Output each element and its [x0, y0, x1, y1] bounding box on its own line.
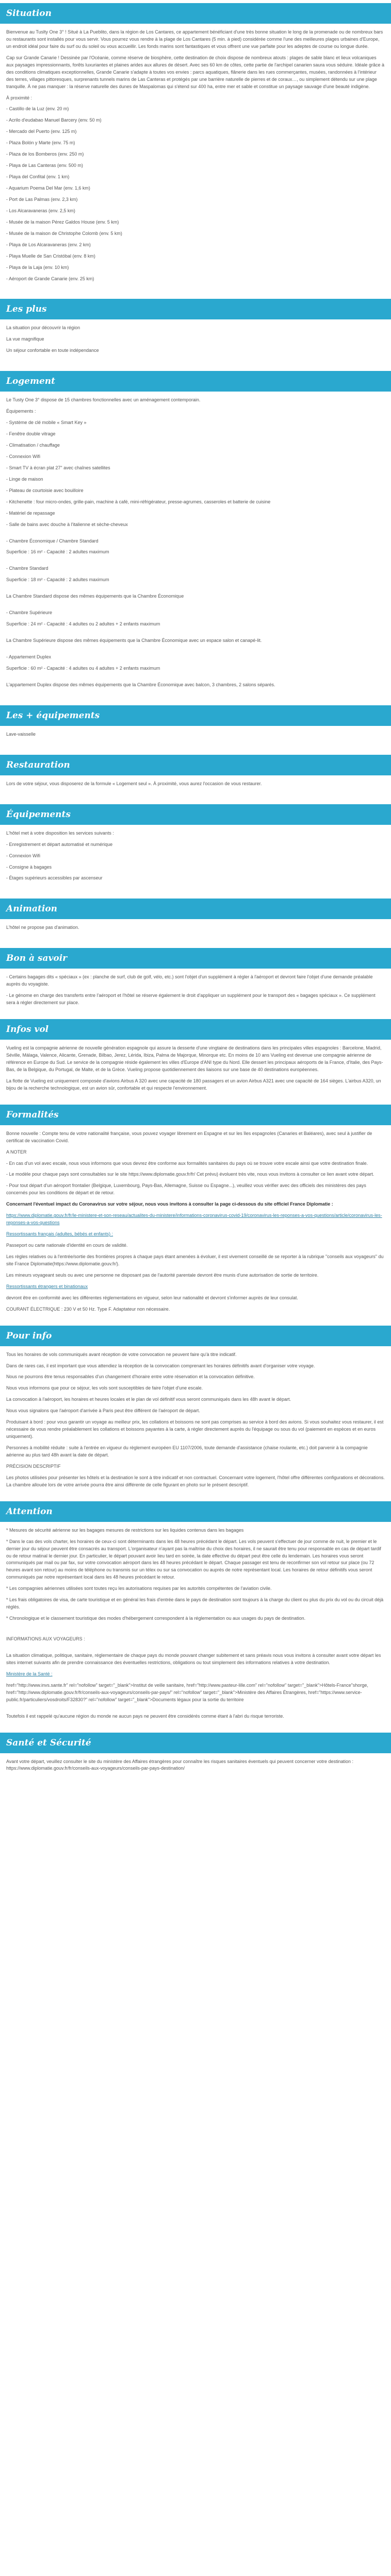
formalites-intro: Bonne nouvelle : Compte tenu de votre nationalité française, vous pouvez voyager librement en Espagne et sur les îles espagnoles (Canaries et Baléares), avec seul à justifier de certificat de vaccination Covid.: [6, 1130, 372, 1143]
nearby-item: - Playa Muelle de San Cristóbal (env. 8 km): [6, 253, 95, 259]
formalites-content: [0, 1130, 391, 1313]
logement-intro: Le Tusty One 3° dispose de 15 chambres fonctionnelles avec un aménagement contemporain.: [6, 397, 201, 403]
equipment-item: - Linge de maison: [6, 476, 43, 482]
resident-title[interactable]: Ressortissants français (adultes, bébés et enfants) :: [6, 1231, 113, 1237]
section-header-plus: Les plus: [0, 299, 391, 319]
equipment-title: Équipements :: [6, 409, 36, 414]
travelers-info-title: INFORMATIONS AUX VOYAGEURS :: [6, 1636, 85, 1641]
ministere-text: href="http://www.invs.sante.fr" rel="nofollow" target="_blank">Institut de veille sanitaire, href="http://www.pasteur-lille.com" rel="nofollow" target="_blank">Hôtels-France"shorge, href="http://www.diplomatie.gouv.fr/fr/conseils-aux-voyageurs/conseils-par-pays/" rel="nofollow" target="_blank">Ministère des Affaires Étrangères, href="https://www.service-public.fr/particuliers/vosdroits/F32830?" rel="nofollow" target="_blank">Documents légaux pour la sortie du territoire: [6, 1682, 368, 1702]
animation-content: [0, 924, 391, 931]
equipements-intro: L'hôtel met à votre disposition les services suivants :: [6, 830, 114, 836]
nearby-item: - Plaza de los Bomberos (env. 250 m): [6, 151, 84, 157]
section-header-infos-vol: Infos vol: [0, 1019, 391, 1040]
room-line: L'appartement Duplex dispose des mêmes équipements que la Chambre Économique avec balcon, 3 chambres, 2 salons séparés.: [6, 682, 275, 687]
nearby-item: - Port de Las Palmas (env. 2,3 km): [6, 196, 78, 202]
section-header-equip-plus: Les + équipements: [0, 705, 391, 726]
section-header-formalites: Formalités: [0, 1105, 391, 1125]
section-header-logement: Logement: [0, 371, 391, 392]
attention-bullet: * Dans le cas des vols charter, les horaires de ceux-ci sont déterminants dans les 48 heures précédant le départ. Les vols peuvent s'effectuer de jour comme de nuit, le premier et le dernier jour du séjour peuvent être consacrés au transport. L'organisateur n'ayant pas la maîtrise du choix des horaires, il ne saurait être tenu pour responsable en cas de départ tardif ou de retour matinal le dernier jour. En particulier, le départ pouvant avoir lieu tard en soirée, la date effective du départ peut être celle du lendemain. Les horaires vous seront communiqués par mail ou par fax, sur votre convocation aéroport dans les 48 heures précédant le départ. Chaque passager est tenu de reconfirmer son vol retour sur place (ou 72 heures avant son retour) au moins de téléphone ou transmis sur un télex ou sur sa convocation ou auprès de notre représentant local. Les horaires de retour définitifs vous seront communiqués par notre représentant local dans les 48 heures précédant le retour.: [6, 1538, 381, 1580]
equipment-item: - Connexion Wifi: [6, 453, 41, 459]
nearby-item: - Musée de la maison de Christophe Colomb (env. 5 km): [6, 230, 122, 236]
nearby-item: - Aquarium Poema Del Mar (env. 1,6 km): [6, 185, 90, 191]
resident-line: Passeport ou carte nationale d'identité en cours de validité.: [6, 1243, 128, 1248]
info-paragraph: Personnes à mobilité réduite : suite à l'entrée en vigueur du règlement européen EU 1107/2006, toute demande d'assistance (chaise roulante, etc.) doit parvenir à la compagnie aérienne au plus tard 48h avant la date de départ.: [6, 1445, 368, 1458]
foreign-line: devront être en conformité avec les différentes réglementations en vigueur, selon leur nationalité et devront s'informer auprès de leur consulat.: [6, 1295, 298, 1300]
nearby-item: - Playa de la Laja (env. 10 km): [6, 264, 69, 270]
info-paragraph: Nous vous signalons que l'aéroport d'arrivée à Paris peut être différent de l'aéroport de départ.: [6, 1408, 200, 1414]
section-header-attention: Attention: [0, 1501, 391, 1522]
nearby-item: - Playa del Confital (env. 1 km): [6, 174, 70, 180]
nearby-item: - Plaza Bolón y Marte (env. 75 m): [6, 140, 75, 146]
equipment-item: - Salle de bains avec douche à l'italienne et sèche-cheveux: [6, 521, 128, 527]
logement-content: [0, 397, 391, 689]
situation-content: [0, 29, 391, 282]
attention-bullet: * Les compagnies aériennes utilisées sont toutes reçu les autorisations requises par les autorités compétentes de l'aviation civile.: [6, 1586, 272, 1591]
room-line: - Chambre Économique / Chambre Standard: [6, 538, 99, 544]
plus-line: La situation pour découvrir la région: [6, 325, 80, 331]
info-paragraph: Dans de rares cas, il est important que vous attendiez la réception de la convocation comprenant les horaires définitifs avant d'organiser votre voyage.: [6, 1363, 315, 1368]
equipements-item: - Connexion Wifi: [6, 853, 41, 858]
nearby-item: - Musée de la maison Pérez Galdos House (env. 5 km): [6, 219, 119, 225]
travelers-info-body: La situation climatique, politique, sanitaire, réglementaire de chaque pays du monde pouvant changer subitement et sans préavis nous vous invitons à consulter avant votre départ les sites internet suivants afin de prendre connaissance des éventuelles restrictions, obligations ou tout simplement des informations relatives à votre destination.: [6, 1652, 381, 1665]
info-paragraph: Tous les horaires de vols communiqués avant réception de votre convocation ne peuvent faire qu'à titre indicatif.: [6, 1351, 237, 1357]
equipment-item: - Climatisation / chauffage: [6, 443, 60, 448]
attention-bullet: * Chronologique et le classement touristique des modes d'hébergement correspondent à la réglementation ou aux usages du pays de destination.: [6, 1616, 306, 1621]
section-header-situation: Situation: [0, 3, 391, 24]
nearby-item: - Acrilo d'eudabao Manuel Barcery (env. 50 m): [6, 117, 102, 123]
section-header-equipements: Équipements: [0, 804, 391, 825]
plus-line: Un séjour confortable en toute indépendance: [6, 348, 99, 353]
nearby-item: - Playa de Las Canteras (env. 500 m): [6, 163, 83, 168]
equipements-item: - Consigne à bagages: [6, 864, 52, 870]
bon-line: - Certains bagages dits « spéciaux » (ex : planche de surf, club de golf, vélo, etc.) sont l'objet d'un supplément à régler à l'aéroport et devront faire l'objet d'une demande préalable auprès du voyagiste.: [6, 974, 373, 987]
equipment-item: - Système de clé mobile « Smart Key »: [6, 420, 87, 426]
nearby-item: - Castillo de la Luz (env. 20 m): [6, 106, 69, 112]
info-paragraph: Produisant à bord : pour vous garantir un voyage au meilleur prix, les collations et boissons ne sont pas comprises au service à bord des avions. Si vous souhaitez vous restaurer, il est nécessaire de vous rendre préalablement les collations et boissons payantes à la carte, à régler directement auprès du l'équipage ou sous du vol (paiement en espèces et en euros uniquement).: [6, 1419, 384, 1439]
formalites-other-line: Les mineurs voyageant seuls ou avec une personne ne disposant pas de l'autorité parentale devront être munis d'une autorisation de sortie de territoire.: [6, 1272, 319, 1278]
covid-notice: Concernant l'éventuel impact du Coronavirus sur votre séjour, nous vous invitons à consulter la page ci-dessous du site officiel France Diplomatie :: [6, 1201, 333, 1207]
bon-line: - Le génome en charge des transferts entre l'aéroport et l'hôtel se réserve également le droit d'appliquer un supplément pour le transport des « bagages spéciaux ». Ce supplément sera à régler directement sur place.: [6, 993, 376, 1006]
info-paragraph: Les photos utilisées pour présenter les hôtels et la destination le sont à titre indicatif et non contractuel. Concernant votre logement, l'hôtel offre différentes configurations et décorations. La chambre allouée lors de votre arrivée pourra être ainsi différente de celle figurant en photo sur le présent descriptif.: [6, 1475, 385, 1487]
ministere-label[interactable]: Ministère de la Santé :: [6, 1671, 53, 1676]
equipment-item: - Plateau de courtoisie avec bouilloire: [6, 487, 84, 493]
formalites-notice-item: - Le modèle pour chaque pays sont consultables sur le site https://www.diplomatie.gouv.fr/fr/ Cet prévu) évoluent très vite, nous vous invitons à consulter ce lien avant votre départ.: [6, 1172, 374, 1177]
room-line: - Appartement Duplex: [6, 654, 52, 659]
section-header-restauration: Restauration: [0, 755, 391, 775]
formalites-notice-title: A NOTER: [6, 1149, 27, 1155]
equipment-item: - Fenêtre double vitrage: [6, 431, 56, 437]
section-header-bon-a-savoir: Bon à savoir: [0, 948, 391, 969]
sante-content: [0, 1758, 391, 1773]
nearby-item: - Playa de Los Alcaravaneras (env. 2 km): [6, 242, 91, 247]
room-line: - Chambre Standard: [6, 566, 48, 571]
plus-line: La vue magnifique: [6, 336, 44, 342]
equip-plus-line: Lave-vaisselle: [6, 731, 36, 737]
info-paragraph: Nous ne pourrons être tenus responsables d'un changement d'horaire entre votre réservation et la convocation définitive.: [6, 1374, 255, 1380]
attention-bullet: * Les frais obligatoires de visa, de carte touristique et en général les frais d'entrée dans le pays de destination sont toujours à la charge du client ou plus du prix du vol ou du circuit déjà réglés.: [6, 1597, 384, 1610]
room-line: - Chambre Supérieure: [6, 610, 53, 616]
info-paragraph: La convocation à l'aéroport, les horaires et heures locales et le plan de vol définitif vous seront communiqués dans les 48h avant le départ.: [6, 1397, 291, 1402]
room-line: Superficie : 24 m² - Capacité : 4 adultes ou 2 adultes + 2 enfants maximum: [6, 621, 160, 627]
info-content: [0, 1351, 391, 1489]
room-line: Superficie : 16 m² - Capacité : 2 adultes maximum: [6, 549, 109, 555]
formalites-notice-item: - Pour tout départ d'un aéroport frontalier (Belgique, Luxembourg, Pays-Bas, Allemagne, Suisse ou Espagne...), veuillez vous vérifier avec des officiels des ministères des pays concernés pour les conditions de départ et de retour.: [6, 1183, 366, 1196]
equipements-item: - Étages supérieurs accessibles par ascenseur: [6, 875, 103, 881]
situation-paragraph-2: Cap sur Grande Canarie ! Dessinée par l'Océanie, comme réserve de biosphère, cette destination de choix dispose de nombreux atouts : plages de sable blanc et lieux volcaniques aux paysages impressionnants, forêts luxuriantes et plaines arides aux allures de désert. Avec ses 60 km de côtes, cette partie de l'archipel canarien saura vous séduire. Idéale grâce à des conditions climatiques exceptionnelles, Grande Canarie s'adapte à toutes vos envies : parcs aquatiques, flânerie dans les rues commerçantes, musées, randonnées à l'intérieur des terres, villages pittoresques, surprenants tunnels marins de Las Canteras et protégés par une barrière naturelle de pierres et de coraux…, ou simplement détendu sur une plage tranquille. À ne pas manquer : la réserve naturelle des dunes de Maspalomas qui s'étend sur 400 ha, entre mer et sable et constitue un paysage sauvage d'une beauté indigène.: [6, 55, 384, 89]
nearby-item: - Mercado del Puerto (env. 125 m): [6, 129, 77, 134]
vols-content: [0, 1045, 391, 1092]
plus-content: [0, 325, 391, 354]
electric-current: COURANT ÉLECTRIQUE : 230 V et 50 Hz. Type F. Adaptateur non nécessaire.: [6, 1306, 170, 1312]
equipment-item: - Smart TV à écran plat 27" avec chaînes satellites: [6, 465, 110, 470]
animation-line: L'hôtel ne propose pas d'animation.: [6, 925, 79, 930]
nearby-item: - Los Alcaravaneras (env. 2,5 km): [6, 208, 75, 213]
formalites-notice-item: - En cas d'un vol avec escale, nous vous informons que vous devrez être conforme aux formalités sanitaires du pays où se trouve votre escale ainsi que votre destination finale.: [6, 1160, 368, 1166]
situation-paragraph-1: Bienvenue au Tuslty One 3° ! Situé à La Pueblito, dans la région de Los Cantares, ce appartement bénéficiant d'une très bonne situation le long de la promenade ou de nombreux bars ou restaurants sont installés pour vous servir. Vous pourrez vous rendre à la plage de Los Cantares (5 min. à pied) considérée comme l'une des meilleures plages urbaines d'Europe, un endroit idéal pour faire du surf ou du soleil ou vous accueillir. Les fonds marins sont fantastiques et vous offrent une vue parfaite pour les adeptes de course ou longue durée.: [6, 29, 383, 49]
restauration-line: Lors de votre séjour, vous disposerez de la formule « Logement seul ». À proximité, vous aurez l'occasion de vous restaurer.: [6, 781, 262, 786]
room-line: La Chambre Standard dispose des mêmes équipements que la Chambre Économique: [6, 594, 184, 599]
attention-closing: Toutefois il est rappelé qu'aucune région du monde ne aucun pays ne peuvent être considérés comme étant à l'abri du risque terroriste.: [6, 1713, 284, 1719]
formalites-other-line: Les règles relatives ou à l'entrée/sortie des frontières propres à chaque pays étant amenées à évoluer, il est vivement conseillé de se reporter à la rubrique "conseils aux voyageurs" du site France Diplomatie(https://www.diplomatie.gouv.fr/).: [6, 1253, 384, 1266]
equipment-item: - Matériel de repassage: [6, 510, 55, 516]
section-header-sante: Santé et Sécurité: [0, 1733, 391, 1753]
nearby-title: À proximité :: [6, 95, 32, 100]
bon-content: [0, 974, 391, 1007]
equipements-item: - Enregistrement et départ automatisé et numérique: [6, 841, 113, 847]
section-header-animation: Animation: [0, 899, 391, 919]
equipment-item: - Kitchenette : four micro-ondes, grille-pain, machine à café, mini-réfrigérateur, presse-agrumes, casseroles et batterie de cuisine: [6, 499, 271, 504]
attention-content: [0, 1527, 391, 1720]
sante-line: Avant votre départ, veuillez consulter le site du ministère des Affaires étrangères pour connaître les risques sanitaires éventuels qui peuvent concerner votre destination : https://www.diplomatie.gouv.fr/fr/conseils-aux-voyageurs/conseils-par-pays-destination/: [6, 1758, 354, 1771]
section-header-pour-info: Pour info: [0, 1326, 391, 1346]
info-precision-title: PRÉCISION DESCRIPTIF: [6, 1463, 61, 1469]
nearby-item: - Aéroport de Grande Canarie (env. 25 km): [6, 276, 94, 281]
vols-paragraph: La flotte de Vueling est uniquement composée d'avions Airbus A 320 avec une capacité de 180 passagers et un avion Airbus A321 avec une capacité de 164 sièges. L'airbus A320, un bijou de la recherche technologique, est un avion sûr, confortable et qui respecte l'environnement.: [6, 1078, 381, 1091]
room-line: La Chambre Supérieure dispose des mêmes équipements que la Chambre Économique avec un espace salon et canapé-lit.: [6, 638, 262, 643]
foreign-title[interactable]: Ressortissants étrangers et binationaux: [6, 1283, 88, 1289]
room-line: Superficie : 60 m² - Capacité : 4 adultes ou 4 adultes + 2 enfants maximum: [6, 665, 160, 671]
info-paragraph: Nous vous informons que pour ce séjour, les vols sont susceptibles de faire l'objet d'une escale.: [6, 1385, 203, 1391]
covid-link[interactable]: https://www.diplomatie.gouv.fr/fr/le-ministere-et-son-reseau/actualites-du-ministere/informations-coronavirus-covid-19/coronavirus-les-reponses-a-vos-questions/article/coronavirus-les-reponses-a-vos-questions: [6, 1213, 382, 1226]
equipements-content: [0, 830, 391, 883]
vols-paragraph: Vueling est la compagnie aérienne de nouvelle génération espagnole qui assure la desserte d'une vingtaine de destinations dans les principales villes espagnoles : Barcelone, Madrid, Séville, Málaga, Valence, Alicante, Grenade, Bilbao, Jerez, Lérida, Ibiza, Palma de Majorque, Minorque etc. En moins de 10 ans Vueling est devenue une compagnie aérienne de référence en Europe du Sud. Le service de la compagnie réside également les villes d'Europe d'ANI type du Nord. Elle dessert les principaux aéroports de la France, d'Italie, des Pays-Bas, de la Belgique, du Portugal, de Malte, et de la Grèce. Vueling propose quotidiennement des liaisons sur une base de 40 destinations européennes.: [6, 1045, 383, 1072]
equip-plus-content: [0, 731, 391, 738]
attention-bullet: * Mesures de sécurité aérienne sur les bagages mesures de restrictions sur les liquides contenus dans les bagages: [6, 1527, 244, 1533]
restauration-content: [0, 781, 391, 788]
room-line: Superficie : 18 m² - Capacité : 2 adultes maximum: [6, 577, 109, 583]
